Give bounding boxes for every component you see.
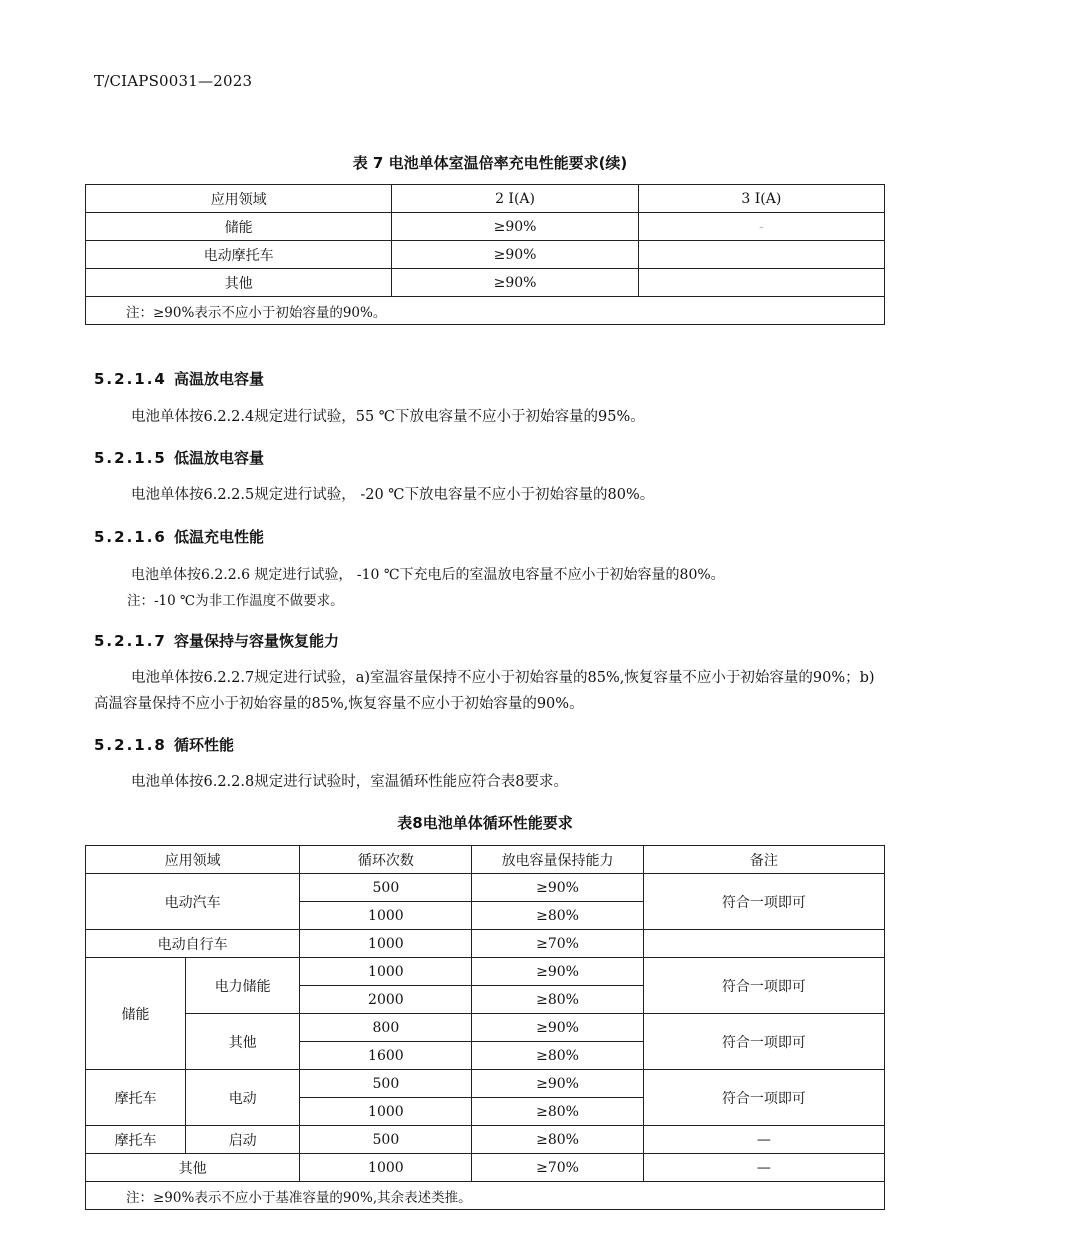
paragraph: 电池单体按6.2.2.7规定进行试验，a)室温容量保持不应小于初始容量的85%,恢复容量不应小于初始容量的90%；b) 高温容量保持不应小于初始容量的85%,恢复容量不应小于初始容量的90%。 xyxy=(94,670,875,712)
table7 xyxy=(85,184,885,325)
table-cell: 1000 xyxy=(300,958,472,986)
section-number: 5.2.1.4 xyxy=(94,370,167,388)
table-cell xyxy=(638,269,884,297)
table-row xyxy=(86,269,885,297)
section-heading-5-2-1-4 xyxy=(94,368,264,389)
section-heading-5-2-1-8 xyxy=(94,734,234,755)
table-cell: 电动自行车 xyxy=(86,930,300,958)
table-cell: 1000 xyxy=(300,902,472,930)
table-cell: 其他 xyxy=(86,269,392,297)
paragraph: 电池单体按6.2.2.6 规定进行试验， -10 ℃下充电后的室温放电容量不应小于初始容量的80%。 xyxy=(131,567,725,583)
table-cell: — xyxy=(643,1126,884,1154)
section-title: 低温放电容量 xyxy=(174,449,265,467)
table-cell: ≥90% xyxy=(392,213,638,241)
table7-note: 注：≥90%表示不应小于初始容量的90%。 xyxy=(86,297,885,325)
table-cell: 2000 xyxy=(300,986,472,1014)
section-title: 容量保持与容量恢复能力 xyxy=(174,632,340,650)
header-cell: 循环次数 xyxy=(300,846,472,874)
table-note-row xyxy=(86,1182,885,1210)
table-cell: ≥90% xyxy=(472,1070,643,1098)
table-cell xyxy=(643,930,884,958)
table-row xyxy=(86,213,885,241)
section-title: 高温放电容量 xyxy=(174,370,265,388)
table-row xyxy=(86,930,885,958)
header-cell: 备注 xyxy=(643,846,884,874)
section-heading-5-2-1-7 xyxy=(94,630,339,651)
table7-caption: 表 7 电池单体室温倍率充电性能要求(续) xyxy=(352,154,628,172)
table-cell: 储能 xyxy=(86,213,392,241)
table-cell: ≥90% xyxy=(472,874,643,902)
table-cell: ≥80% xyxy=(472,1126,643,1154)
table-cell: ≥90% xyxy=(392,241,638,269)
section-heading-5-2-1-6 xyxy=(94,526,264,547)
table-cell: 1000 xyxy=(300,1154,472,1182)
table-note-row xyxy=(86,297,885,325)
header-cell: 应用领域 xyxy=(86,846,300,874)
table-cell: ≥80% xyxy=(472,902,643,930)
table-cell: 1000 xyxy=(300,1098,472,1126)
table8 xyxy=(85,845,885,1210)
section-number: 5.2.1.7 xyxy=(94,632,167,650)
table-cell: 电动 xyxy=(186,1070,300,1126)
table-header-row xyxy=(86,846,885,874)
table-cell: 符合一项即可 xyxy=(643,958,884,1014)
section-number: 5.2.1.8 xyxy=(94,736,167,754)
table-cell: ≥80% xyxy=(472,986,643,1014)
section-title: 循环性能 xyxy=(174,736,235,754)
header-cell: 2 I(A) xyxy=(392,185,638,213)
table-cell: 符合一项即可 xyxy=(643,1014,884,1070)
section-number: 5.2.1.5 xyxy=(94,449,167,467)
table-cell: ≥90% xyxy=(472,1014,643,1042)
table-cell: 电动汽车 xyxy=(86,874,300,930)
table-cell: ≥80% xyxy=(472,1042,643,1070)
section-note: 注：-10 ℃为非工作温度不做要求。 xyxy=(127,593,344,609)
table-cell: ≥70% xyxy=(472,930,643,958)
table-cell: 1600 xyxy=(300,1042,472,1070)
table-cell: — xyxy=(643,1154,884,1182)
header-cell: 放电容量保持能力 xyxy=(472,846,643,874)
section-title: 低温充电性能 xyxy=(174,528,265,546)
section-number: 5.2.1.6 xyxy=(94,528,167,546)
header-cell: 应用领域 xyxy=(86,185,392,213)
section-heading-5-2-1-5 xyxy=(94,447,264,468)
table-cell: - xyxy=(638,213,884,241)
table-cell: 摩托车 xyxy=(86,1070,186,1126)
table-cell: 500 xyxy=(300,1126,472,1154)
table-row xyxy=(86,958,885,986)
table-row xyxy=(86,1154,885,1182)
header-cell: 3 I(A) xyxy=(638,185,884,213)
table-row xyxy=(86,1014,885,1042)
table-row xyxy=(86,874,885,902)
table-cell: ≥90% xyxy=(392,269,638,297)
paragraph: 电池单体按6.2.2.4规定进行试验，55 ℃下放电容量不应小于初始容量的95%。 xyxy=(131,409,645,425)
table-cell: ≥70% xyxy=(472,1154,643,1182)
table8-note: 注：≥90%表示不应小于基准容量的90%,其余表述类推。 xyxy=(86,1182,885,1210)
table-cell: ≥90% xyxy=(472,958,643,986)
document-id: T/CIAPS0031—2023 xyxy=(94,72,253,90)
table-cell: 其他 xyxy=(86,1154,300,1182)
table-cell: 其他 xyxy=(186,1014,300,1070)
table-row xyxy=(86,241,885,269)
table-cell: 符合一项即可 xyxy=(643,874,884,930)
paragraph: 电池单体按6.2.2.8规定进行试验时，室温循环性能应符合表8要求。 xyxy=(131,774,568,790)
table8-caption: 表8电池单体循环性能要求 xyxy=(397,814,573,832)
table-cell: 500 xyxy=(300,874,472,902)
table-cell: 500 xyxy=(300,1070,472,1098)
table-cell: 摩托车 xyxy=(86,1126,186,1154)
table-cell: 启动 xyxy=(186,1126,300,1154)
table-cell: 电动摩托车 xyxy=(86,241,392,269)
table-row xyxy=(86,1070,885,1098)
table-cell: 1000 xyxy=(300,930,472,958)
table-cell: 符合一项即可 xyxy=(643,1070,884,1126)
table-cell: 800 xyxy=(300,1014,472,1042)
table-row xyxy=(86,1126,885,1154)
paragraph: 电池单体按6.2.2.5规定进行试验， -20 ℃下放电容量不应小于初始容量的80%。 xyxy=(131,487,655,503)
table-header-row xyxy=(86,185,885,213)
table-cell: ≥80% xyxy=(472,1098,643,1126)
table-cell: 电力储能 xyxy=(186,958,300,1014)
table-cell: 储能 xyxy=(86,958,186,1070)
table-cell xyxy=(638,241,884,269)
